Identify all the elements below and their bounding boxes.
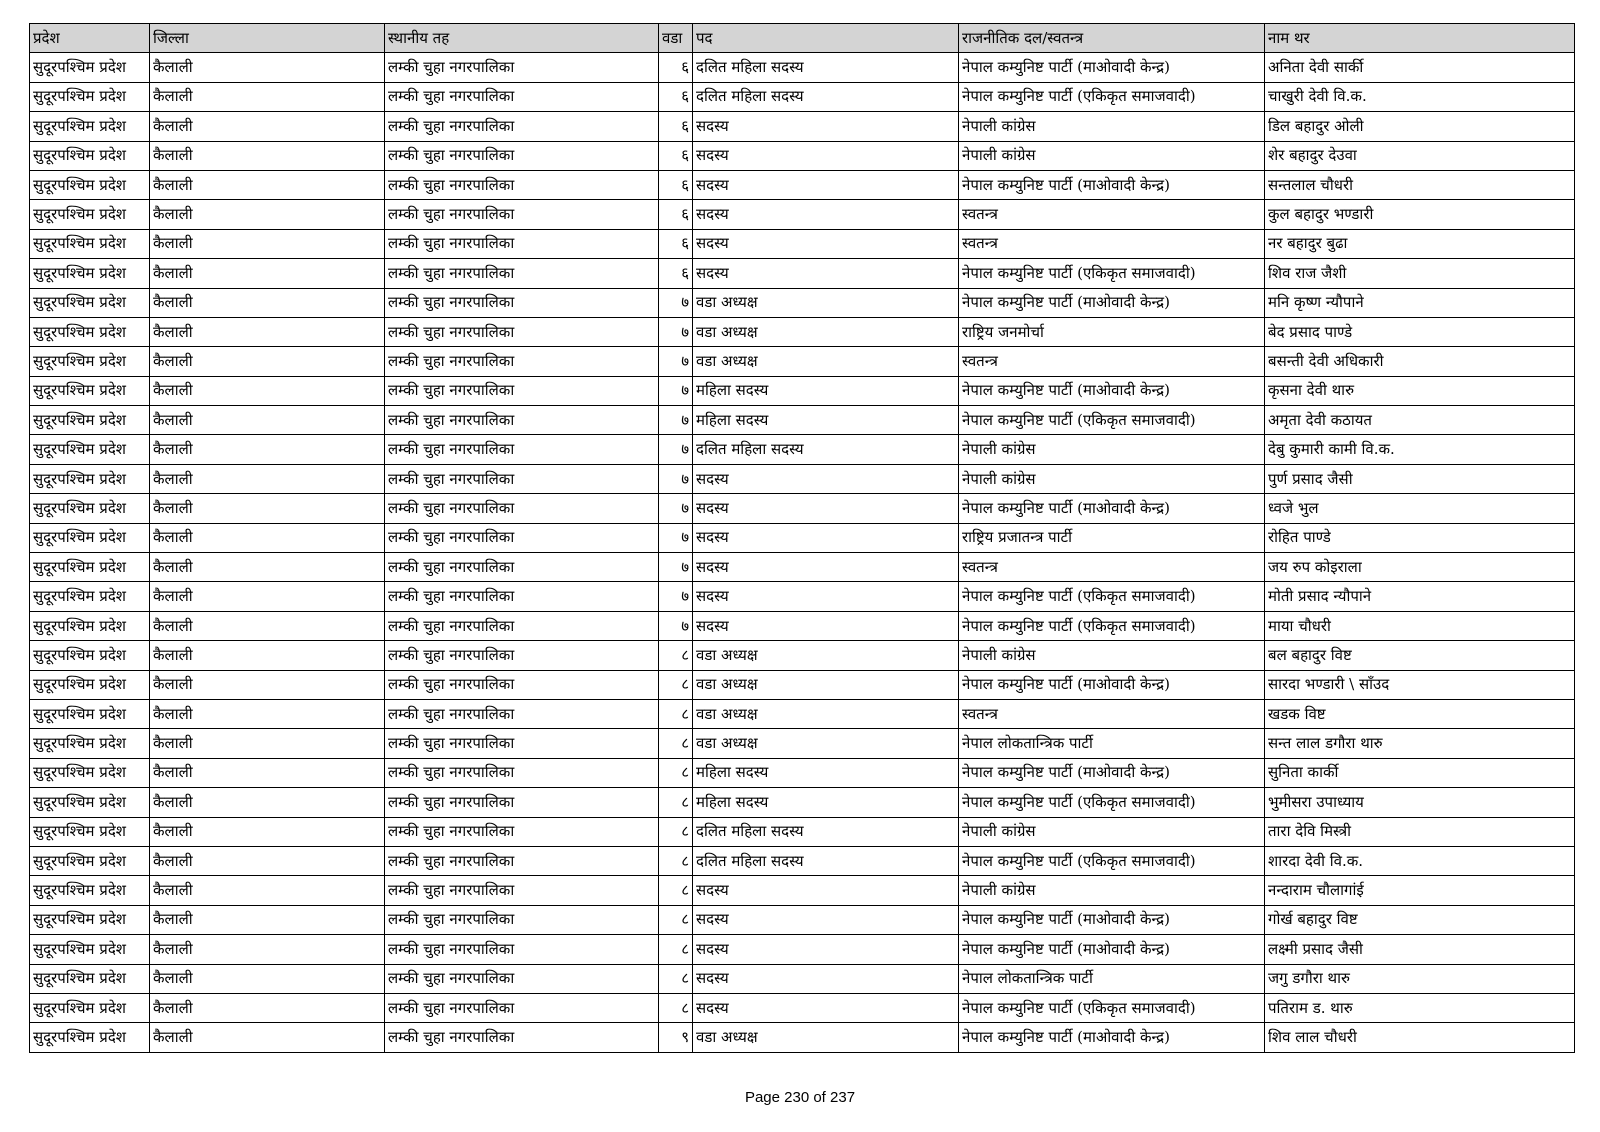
table-row xyxy=(30,758,1575,787)
col-header-ward: वडा xyxy=(659,24,693,53)
table-row xyxy=(30,582,1575,611)
cell-district: कैलाली xyxy=(150,288,385,317)
cell-local-level: लम्की चुहा नगरपालिका xyxy=(385,259,659,288)
cell-post: वडा अध्यक्ष xyxy=(693,1023,959,1052)
cell-district: कैलाली xyxy=(150,876,385,905)
col-header-name: नाम थर xyxy=(1265,24,1575,53)
cell-name: लक्ष्मी प्रसाद जैसी xyxy=(1265,935,1575,964)
table-row xyxy=(30,376,1575,405)
table-row xyxy=(30,53,1575,82)
cell-party: नेपाल कम्युनिष्ट पार्टी (माओवादी केन्द्र) xyxy=(959,494,1265,523)
cell-local-level: लम्की चुहा नगरपालिका xyxy=(385,964,659,993)
table-row xyxy=(30,347,1575,376)
cell-local-level: लम्की चुहा नगरपालिका xyxy=(385,288,659,317)
cell-district: कैलाली xyxy=(150,82,385,111)
cell-district: कैलाली xyxy=(150,935,385,964)
cell-district: कैलाली xyxy=(150,494,385,523)
cell-name: सन्तलाल चौधरी xyxy=(1265,170,1575,199)
cell-local-level: लम्की चुहा नगरपालिका xyxy=(385,582,659,611)
cell-district: कैलाली xyxy=(150,141,385,170)
cell-post: सदस्य xyxy=(693,523,959,552)
cell-province: सुदूरपश्चिम प्रदेश xyxy=(30,993,150,1022)
cell-local-level: लम्की चुहा नगरपालिका xyxy=(385,935,659,964)
cell-ward: ६ xyxy=(659,53,693,82)
cell-party: नेपाल लोकतान्त्रिक पार्टी xyxy=(959,964,1265,993)
cell-province: सुदूरपश्चिम प्रदेश xyxy=(30,670,150,699)
cell-name: अमृता देवी कठायत xyxy=(1265,406,1575,435)
table-row xyxy=(30,729,1575,758)
cell-post: वडा अध्यक्ष xyxy=(693,699,959,728)
cell-post: महिला सदस्य xyxy=(693,758,959,787)
header-row xyxy=(30,24,1575,53)
cell-name: पतिराम ड. थारु xyxy=(1265,993,1575,1022)
cell-local-level: लम्की चुहा नगरपालिका xyxy=(385,788,659,817)
col-header-province: प्रदेश xyxy=(30,24,150,53)
cell-district: कैलाली xyxy=(150,553,385,582)
cell-ward: ७ xyxy=(659,553,693,582)
cell-local-level: लम्की चुहा नगरपालिका xyxy=(385,729,659,758)
cell-ward: ८ xyxy=(659,670,693,699)
cell-post: दलित महिला सदस्य xyxy=(693,53,959,82)
cell-district: कैलाली xyxy=(150,699,385,728)
cell-party: नेपाल कम्युनिष्ट पार्टी (माओवादी केन्द्र) xyxy=(959,170,1265,199)
table-row xyxy=(30,317,1575,346)
cell-district: कैलाली xyxy=(150,788,385,817)
cell-ward: ८ xyxy=(659,964,693,993)
cell-local-level: लम्की चुहा नगरपालिका xyxy=(385,170,659,199)
cell-district: कैलाली xyxy=(150,729,385,758)
cell-post: सदस्य xyxy=(693,964,959,993)
cell-district: कैलाली xyxy=(150,523,385,552)
cell-ward: ७ xyxy=(659,317,693,346)
cell-local-level: लम्की चुहा नगरपालिका xyxy=(385,846,659,875)
cell-post: दलित महिला सदस्य xyxy=(693,846,959,875)
cell-ward: ७ xyxy=(659,435,693,464)
table-row xyxy=(30,229,1575,258)
cell-name: गोर्ख बहादुर विष्ट xyxy=(1265,905,1575,934)
cell-party: नेपाली कांग्रेस xyxy=(959,141,1265,170)
cell-district: कैलाली xyxy=(150,582,385,611)
cell-local-level: लम्की चुहा नगरपालिका xyxy=(385,1023,659,1052)
cell-local-level: लम्की चुहा नगरपालिका xyxy=(385,200,659,229)
cell-name: शेर बहादुर देउवा xyxy=(1265,141,1575,170)
table-row xyxy=(30,817,1575,846)
cell-ward: ८ xyxy=(659,641,693,670)
cell-district: कैलाली xyxy=(150,641,385,670)
cell-province: सुदूरपश्चिम प्रदेश xyxy=(30,905,150,934)
cell-district: कैलाली xyxy=(150,993,385,1022)
cell-province: सुदूरपश्चिम प्रदेश xyxy=(30,53,150,82)
cell-ward: ८ xyxy=(659,817,693,846)
table-row xyxy=(30,82,1575,111)
cell-ward: ७ xyxy=(659,347,693,376)
cell-party: नेपाली कांग्रेस xyxy=(959,876,1265,905)
cell-name: सारदा भण्डारी \ साँउद xyxy=(1265,670,1575,699)
cell-ward: ७ xyxy=(659,406,693,435)
cell-district: कैलाली xyxy=(150,435,385,464)
col-header-local-level: स्थानीय तह xyxy=(385,24,659,53)
cell-post: सदस्य xyxy=(693,170,959,199)
cell-local-level: लम्की चुहा नगरपालिका xyxy=(385,553,659,582)
cell-ward: ६ xyxy=(659,259,693,288)
cell-local-level: लम्की चुहा नगरपालिका xyxy=(385,699,659,728)
cell-province: सुदूरपश्चिम प्रदेश xyxy=(30,347,150,376)
cell-post: सदस्य xyxy=(693,582,959,611)
table-row xyxy=(30,1023,1575,1052)
cell-province: सुदूरपश्चिम प्रदेश xyxy=(30,846,150,875)
cell-name: डिल बहादुर ओली xyxy=(1265,112,1575,141)
cell-district: कैलाली xyxy=(150,376,385,405)
cell-ward: ९ xyxy=(659,1023,693,1052)
table-body xyxy=(30,53,1575,1052)
cell-name: सन्त लाल डगौरा थारु xyxy=(1265,729,1575,758)
table-row xyxy=(30,876,1575,905)
cell-district: कैलाली xyxy=(150,846,385,875)
cell-ward: ६ xyxy=(659,112,693,141)
cell-name: अनिता देवी सार्की xyxy=(1265,53,1575,82)
cell-name: शारदा देवी वि.क. xyxy=(1265,846,1575,875)
cell-local-level: लम्की चुहा नगरपालिका xyxy=(385,905,659,934)
col-header-party: राजनीतिक दल/स्वतन्त्र xyxy=(959,24,1265,53)
cell-province: सुदूरपश्चिम प्रदेश xyxy=(30,141,150,170)
cell-district: कैलाली xyxy=(150,611,385,640)
cell-name: बसन्ती देवी अधिकारी xyxy=(1265,347,1575,376)
table-row xyxy=(30,553,1575,582)
results-table xyxy=(29,23,1575,1053)
cell-name: सुनिता कार्की xyxy=(1265,758,1575,787)
cell-name: भुमीसरा उपाध्याय xyxy=(1265,788,1575,817)
cell-party: राष्ट्रिय जनमोर्चा xyxy=(959,317,1265,346)
cell-ward: ७ xyxy=(659,582,693,611)
cell-name: ध्वजे भुल xyxy=(1265,494,1575,523)
cell-name: शिव लाल चौधरी xyxy=(1265,1023,1575,1052)
cell-ward: ८ xyxy=(659,699,693,728)
table-row xyxy=(30,846,1575,875)
table-row xyxy=(30,964,1575,993)
cell-post: वडा अध्यक्ष xyxy=(693,641,959,670)
cell-party: नेपाल कम्युनिष्ट पार्टी (एकिकृत समाजवादी) xyxy=(959,582,1265,611)
cell-party: नेपाल कम्युनिष्ट पार्टी (माओवादी केन्द्र) xyxy=(959,758,1265,787)
cell-name: रोहित पाण्डे xyxy=(1265,523,1575,552)
cell-post: वडा अध्यक्ष xyxy=(693,670,959,699)
table-row xyxy=(30,611,1575,640)
cell-local-level: लम्की चुहा नगरपालिका xyxy=(385,229,659,258)
cell-post: वडा अध्यक्ष xyxy=(693,347,959,376)
cell-province: सुदूरपश्चिम प्रदेश xyxy=(30,406,150,435)
cell-post: सदस्य xyxy=(693,611,959,640)
cell-local-level: लम्की चुहा नगरपालिका xyxy=(385,758,659,787)
cell-province: सुदूरपश्चिम प्रदेश xyxy=(30,582,150,611)
cell-name: कुल बहादुर भण्डारी xyxy=(1265,200,1575,229)
table-row xyxy=(30,406,1575,435)
cell-province: सुदूरपश्चिम प्रदेश xyxy=(30,788,150,817)
cell-post: सदस्य xyxy=(693,935,959,964)
cell-post: दलित महिला सदस्य xyxy=(693,817,959,846)
cell-name: नर बहादुर बुढा xyxy=(1265,229,1575,258)
cell-party: नेपाली कांग्रेस xyxy=(959,641,1265,670)
cell-ward: ८ xyxy=(659,993,693,1022)
cell-district: कैलाली xyxy=(150,170,385,199)
cell-district: कैलाली xyxy=(150,905,385,934)
cell-local-level: लम्की चुहा नगरपालिका xyxy=(385,376,659,405)
cell-name: मोती प्रसाद न्यौपाने xyxy=(1265,582,1575,611)
cell-ward: ६ xyxy=(659,170,693,199)
table-row xyxy=(30,993,1575,1022)
cell-province: सुदूरपश्चिम प्रदेश xyxy=(30,935,150,964)
cell-party: नेपाल कम्युनिष्ट पार्टी (एकिकृत समाजवादी) xyxy=(959,993,1265,1022)
cell-post: महिला सदस्य xyxy=(693,406,959,435)
cell-district: कैलाली xyxy=(150,112,385,141)
cell-district: कैलाली xyxy=(150,670,385,699)
cell-local-level: लम्की चुहा नगरपालिका xyxy=(385,53,659,82)
cell-party: नेपाल कम्युनिष्ट पार्टी (माओवादी केन्द्र) xyxy=(959,670,1265,699)
cell-local-level: लम्की चुहा नगरपालिका xyxy=(385,641,659,670)
cell-district: कैलाली xyxy=(150,229,385,258)
cell-ward: ७ xyxy=(659,464,693,493)
cell-name: माया चौधरी xyxy=(1265,611,1575,640)
cell-party: नेपाल कम्युनिष्ट पार्टी (माओवादी केन्द्र) xyxy=(959,53,1265,82)
cell-province: सुदूरपश्चिम प्रदेश xyxy=(30,641,150,670)
cell-local-level: लम्की चुहा नगरपालिका xyxy=(385,406,659,435)
table-row xyxy=(30,788,1575,817)
cell-party: नेपाल कम्युनिष्ट पार्टी (माओवादी केन्द्र) xyxy=(959,905,1265,934)
cell-province: सुदूरपश्चिम प्रदेश xyxy=(30,435,150,464)
table-row xyxy=(30,141,1575,170)
cell-post: सदस्य xyxy=(693,200,959,229)
cell-local-level: लम्की चुहा नगरपालिका xyxy=(385,523,659,552)
cell-party: राष्ट्रिय प्रजातन्त्र पार्टी xyxy=(959,523,1265,552)
cell-party: नेपाल कम्युनिष्ट पार्टी (एकिकृत समाजवादी) xyxy=(959,406,1265,435)
cell-district: कैलाली xyxy=(150,259,385,288)
cell-province: सुदूरपश्चिम प्रदेश xyxy=(30,112,150,141)
table-row xyxy=(30,935,1575,964)
cell-name: चाखुरी देवी वि.क. xyxy=(1265,82,1575,111)
cell-party: नेपाली कांग्रेस xyxy=(959,435,1265,464)
cell-district: कैलाली xyxy=(150,200,385,229)
table-row xyxy=(30,170,1575,199)
cell-post: दलित महिला सदस्य xyxy=(693,435,959,464)
cell-party: स्वतन्त्र xyxy=(959,200,1265,229)
cell-ward: ८ xyxy=(659,758,693,787)
cell-ward: ७ xyxy=(659,494,693,523)
cell-district: कैलाली xyxy=(150,817,385,846)
cell-local-level: लम्की चुहा नगरपालिका xyxy=(385,876,659,905)
cell-post: सदस्य xyxy=(693,876,959,905)
cell-province: सुदूरपश्चिम प्रदेश xyxy=(30,758,150,787)
table-row xyxy=(30,200,1575,229)
cell-local-level: लम्की चुहा नगरपालिका xyxy=(385,611,659,640)
cell-post: सदस्य xyxy=(693,141,959,170)
cell-local-level: लम्की चुहा नगरपालिका xyxy=(385,112,659,141)
table-row xyxy=(30,494,1575,523)
table-row xyxy=(30,112,1575,141)
cell-name: कृसना देवी थारु xyxy=(1265,376,1575,405)
cell-post: सदस्य xyxy=(693,905,959,934)
page-number: Page 230 of 237 xyxy=(744,1089,856,1106)
cell-province: सुदूरपश्चिम प्रदेश xyxy=(30,876,150,905)
cell-post: महिला सदस्य xyxy=(693,788,959,817)
cell-party: स्वतन्त्र xyxy=(959,229,1265,258)
cell-province: सुदूरपश्चिम प्रदेश xyxy=(30,817,150,846)
cell-party: नेपाल कम्युनिष्ट पार्टी (एकिकृत समाजवादी) xyxy=(959,611,1265,640)
cell-party: स्वतन्त्र xyxy=(959,553,1265,582)
table-row xyxy=(30,670,1575,699)
cell-district: कैलाली xyxy=(150,53,385,82)
table-row xyxy=(30,523,1575,552)
cell-post: दलित महिला सदस्य xyxy=(693,82,959,111)
cell-post: सदस्य xyxy=(693,494,959,523)
cell-party: नेपाल कम्युनिष्ट पार्टी (एकिकृत समाजवादी) xyxy=(959,846,1265,875)
cell-district: कैलाली xyxy=(150,1023,385,1052)
cell-party: नेपाली कांग्रेस xyxy=(959,817,1265,846)
cell-name: पुर्ण प्रसाद जैसी xyxy=(1265,464,1575,493)
cell-district: कैलाली xyxy=(150,464,385,493)
cell-party: स्वतन्त्र xyxy=(959,699,1265,728)
cell-province: सुदूरपश्चिम प्रदेश xyxy=(30,1023,150,1052)
cell-local-level: लम्की चुहा नगरपालिका xyxy=(385,435,659,464)
cell-local-level: लम्की चुहा नगरपालिका xyxy=(385,670,659,699)
cell-province: सुदूरपश्चिम प्रदेश xyxy=(30,464,150,493)
cell-province: सुदूरपश्चिम प्रदेश xyxy=(30,729,150,758)
cell-ward: ८ xyxy=(659,846,693,875)
cell-ward: ८ xyxy=(659,905,693,934)
cell-party: नेपाल कम्युनिष्ट पार्टी (एकिकृत समाजवादी) xyxy=(959,788,1265,817)
cell-local-level: लम्की चुहा नगरपालिका xyxy=(385,993,659,1022)
cell-name: जगु डगौरा थारु xyxy=(1265,964,1575,993)
cell-name: शिव राज जैशी xyxy=(1265,259,1575,288)
table-row xyxy=(30,464,1575,493)
cell-post: वडा अध्यक्ष xyxy=(693,729,959,758)
cell-province: सुदूरपश्चिम प्रदेश xyxy=(30,170,150,199)
cell-ward: ८ xyxy=(659,876,693,905)
table-row xyxy=(30,288,1575,317)
cell-province: सुदूरपश्चिम प्रदेश xyxy=(30,317,150,346)
cell-local-level: लम्की चुहा नगरपालिका xyxy=(385,817,659,846)
cell-district: कैलाली xyxy=(150,758,385,787)
cell-local-level: लम्की चुहा नगरपालिका xyxy=(385,317,659,346)
cell-party: नेपाल कम्युनिष्ट पार्टी (माओवादी केन्द्र) xyxy=(959,1023,1265,1052)
cell-name: देबु कुमारी कामी वि.क. xyxy=(1265,435,1575,464)
cell-ward: ६ xyxy=(659,229,693,258)
cell-province: सुदूरपश्चिम प्रदेश xyxy=(30,288,150,317)
cell-party: स्वतन्त्र xyxy=(959,347,1265,376)
cell-district: कैलाली xyxy=(150,347,385,376)
cell-ward: ७ xyxy=(659,288,693,317)
cell-name: खडक विष्ट xyxy=(1265,699,1575,728)
cell-name: तारा देवि मिस्त्री xyxy=(1265,817,1575,846)
cell-party: नेपाल कम्युनिष्ट पार्टी (माओवादी केन्द्र) xyxy=(959,935,1265,964)
cell-district: कैलाली xyxy=(150,406,385,435)
cell-ward: ६ xyxy=(659,82,693,111)
cell-name: मनि कृष्ण न्यौपाने xyxy=(1265,288,1575,317)
table-row xyxy=(30,641,1575,670)
cell-party: नेपाल लोकतान्त्रिक पार्टी xyxy=(959,729,1265,758)
cell-post: सदस्य xyxy=(693,112,959,141)
cell-party: नेपाल कम्युनिष्ट पार्टी (माओवादी केन्द्र) xyxy=(959,288,1265,317)
cell-name: नन्दाराम चौलागांई xyxy=(1265,876,1575,905)
cell-post: वडा अध्यक्ष xyxy=(693,317,959,346)
cell-name: बेद प्रसाद पाण्डे xyxy=(1265,317,1575,346)
cell-ward: ७ xyxy=(659,376,693,405)
cell-post: सदस्य xyxy=(693,464,959,493)
cell-ward: ८ xyxy=(659,788,693,817)
cell-ward: ७ xyxy=(659,523,693,552)
cell-province: सुदूरपश्चिम प्रदेश xyxy=(30,229,150,258)
cell-post: सदस्य xyxy=(693,993,959,1022)
cell-party: नेपाल कम्युनिष्ट पार्टी (माओवादी केन्द्र) xyxy=(959,376,1265,405)
cell-post: महिला सदस्य xyxy=(693,376,959,405)
cell-local-level: लम्की चुहा नगरपालिका xyxy=(385,494,659,523)
cell-ward: ७ xyxy=(659,611,693,640)
cell-ward: ६ xyxy=(659,200,693,229)
cell-name: बल बहादुर विष्ट xyxy=(1265,641,1575,670)
col-header-post: पद xyxy=(693,24,959,53)
cell-local-level: लम्की चुहा नगरपालिका xyxy=(385,347,659,376)
cell-district: कैलाली xyxy=(150,317,385,346)
cell-post: सदस्य xyxy=(693,259,959,288)
cell-ward: ६ xyxy=(659,141,693,170)
cell-province: सुदूरपश्चिम प्रदेश xyxy=(30,964,150,993)
table-row xyxy=(30,259,1575,288)
cell-province: सुदूरपश्चिम प्रदेश xyxy=(30,494,150,523)
cell-province: सुदूरपश्चिम प्रदेश xyxy=(30,376,150,405)
cell-province: सुदूरपश्चिम प्रदेश xyxy=(30,553,150,582)
cell-province: सुदूरपश्चिम प्रदेश xyxy=(30,611,150,640)
cell-district: कैलाली xyxy=(150,964,385,993)
cell-local-level: लम्की चुहा नगरपालिका xyxy=(385,141,659,170)
col-header-district: जिल्ला xyxy=(150,24,385,53)
cell-post: सदस्य xyxy=(693,553,959,582)
table-row xyxy=(30,435,1575,464)
cell-local-level: लम्की चुहा नगरपालिका xyxy=(385,82,659,111)
cell-party: नेपाल कम्युनिष्ट पार्टी (एकिकृत समाजवादी) xyxy=(959,82,1265,111)
cell-post: सदस्य xyxy=(693,229,959,258)
cell-local-level: लम्की चुहा नगरपालिका xyxy=(385,464,659,493)
cell-party: नेपाल कम्युनिष्ट पार्टी (एकिकृत समाजवादी) xyxy=(959,259,1265,288)
cell-name: जय रुप कोइराला xyxy=(1265,553,1575,582)
cell-province: सुदूरपश्चिम प्रदेश xyxy=(30,699,150,728)
cell-province: सुदूरपश्चिम प्रदेश xyxy=(30,259,150,288)
cell-province: सुदूरपश्चिम प्रदेश xyxy=(30,200,150,229)
table-row xyxy=(30,699,1575,728)
cell-party: नेपाली कांग्रेस xyxy=(959,112,1265,141)
cell-ward: ८ xyxy=(659,729,693,758)
table-row xyxy=(30,905,1575,934)
cell-ward: ८ xyxy=(659,935,693,964)
cell-province: सुदूरपश्चिम प्रदेश xyxy=(30,523,150,552)
cell-party: नेपाली कांग्रेस xyxy=(959,464,1265,493)
cell-post: वडा अध्यक्ष xyxy=(693,288,959,317)
cell-province: सुदूरपश्चिम प्रदेश xyxy=(30,82,150,111)
